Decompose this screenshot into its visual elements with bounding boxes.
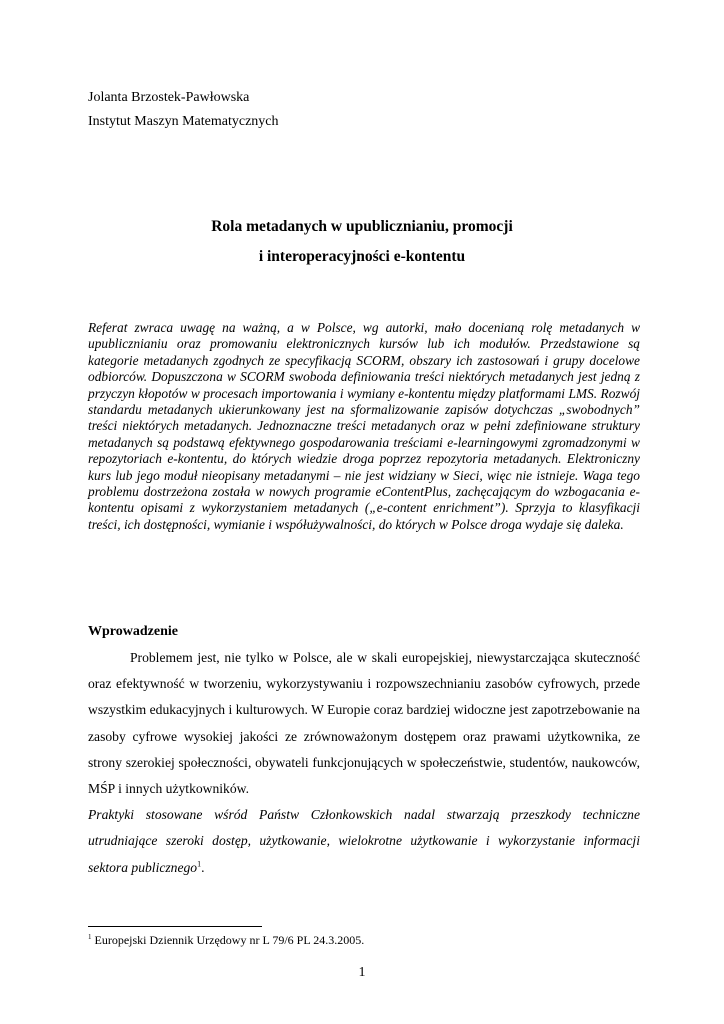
- section-heading: Wprowadzenie: [88, 624, 178, 639]
- body-paragraph-2-end: .: [201, 859, 205, 875]
- body-paragraph-2: [88, 802, 640, 881]
- body-paragraph-2-text: Praktyki stosowane wśród Państw Członkowskich nadal stwarzają przeszkody techniczne utrudniające szeroki dostęp, użytkowanie, wielokrotne użytkowanie i wykorzystanie informacji sektora publicznego: [88, 807, 640, 875]
- author-institution: Instytut Maszyn Matematycznych: [88, 114, 279, 129]
- author-block: [88, 86, 279, 134]
- title-line-1: Rola metadanych w upublicznianiu, promocji: [211, 218, 513, 235]
- footnote: [88, 932, 364, 948]
- footnote-reference[interactable]: 1: [197, 859, 202, 869]
- footnote-marker: 1: [88, 933, 92, 941]
- section-body: [88, 645, 640, 881]
- footnote-text: Europejski Dziennik Urzędowy nr L 79/6 PL 24.3.2005.: [91, 933, 365, 947]
- abstract: Referat zwraca uwagę na ważną, a w Polsce, wg autorki, mało docenianą rolę metadanych w upublicznianiu oraz promowaniu elektronicznych kursów lub ich modułów. Przedstawione są kategorie metadanych zgodnych ze specyfikacją SCORM, obszary ich zastosowań i grupy docelowe odbiorców. Dopuszczona w SCORM swoboda definiowania treści niektórych metadanych jest jedną z przyczyn kłopotów w procesach importowania i wymiany e-kontentu między platformami LMS. Rozwój standardu metadanych ukierunkowany jest na sformalizowanie zapisów dotychczas „swobodnych” treści niektórych metadanych. Jednoznaczne treści metadanych oraz w pełni zdefiniowane struktury metadanych są podstawą efektywnego gospodarowania treściami e-learningowymi zgromadzonymi w repozytoriach e-kontentu, do których wiedzie droga poprzez repozytoria metadanych. Elektroniczny kurs lub jego moduł nieopisany metadanymi – nie jest widziany w Sieci, więc nie istnieje. Waga tego problemu dostrzeżona została w nowych programie eContentPlus, zachęcającym do wzbogacania e-kontentu opisami z wykorzystaniem metadanych („e-content enrichment”). Sprzyja to klasyfikacji treści, ich dostępności, wymianie i współużywalności, do których w Polsce droga wydaje się daleka.: [88, 320, 640, 532]
- page-number: 1: [358, 965, 366, 980]
- author-name: Jolanta Brzostek-Pawłowska: [88, 90, 250, 105]
- title-line-2: i interoperacyjności e-kontentu: [258, 248, 466, 265]
- paper-title: [88, 212, 636, 272]
- body-paragraph-1: Problemem jest, nie tylko w Polsce, ale w skali europejskiej, niewystarczająca skuteczność oraz efektywność w tworzeniu, wykorzystywaniu i rozpowszechnianiu zasobów cyfrowych, przede wszystkim edukacyjnych i kulturowych. W Europie coraz bardziej widoczne jest zapotrzebowanie na zasoby cyfrowe wysokiej jakości ze zrównoważonym dostępem oraz prawami użytkownika, ze strony szerokiej społeczności, obywateli funkcjonujących w społeczeństwie, studentów, naukowców, MŚP i innych użytkowników.: [88, 650, 640, 797]
- footnote-divider: [88, 926, 262, 927]
